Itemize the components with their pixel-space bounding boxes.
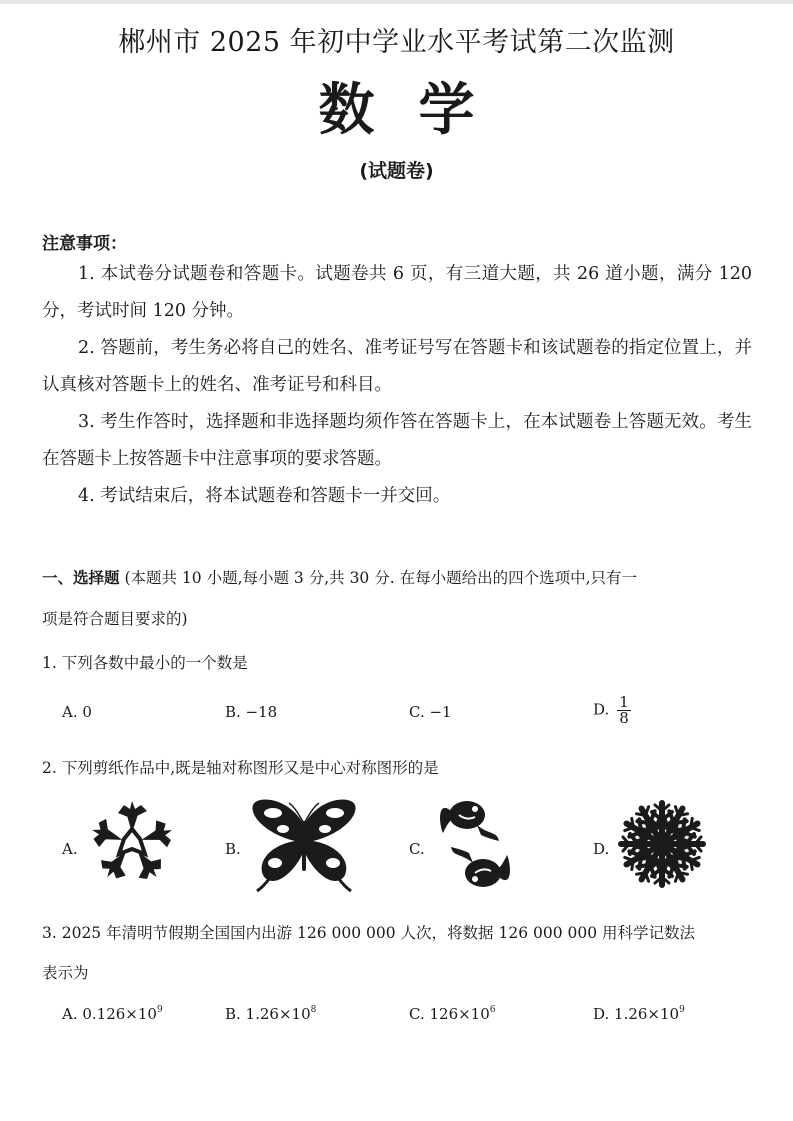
q3-option-a-exponent: 9 <box>156 1005 163 1015</box>
subject-title: 数学 <box>318 78 519 143</box>
q1-stem: 1. 下列各数中最小的一个数是 <box>42 654 248 672</box>
q3-option-b-exponent: 8 <box>310 1005 317 1015</box>
q1-option-d <box>593 695 631 726</box>
q1-option-a: A. 0 <box>62 703 92 721</box>
section-1-desc-cont: 项是符合题目要求的) <box>42 610 188 628</box>
paper-cut-snowflake-icon <box>617 799 707 889</box>
q3-option-c-exponent: 6 <box>489 1005 496 1015</box>
fraction <box>617 695 631 726</box>
top-edge <box>0 0 793 4</box>
q3-option-b-base: B. 1.26×10 <box>225 1005 311 1023</box>
q2-stem: 2. 下列剪纸作品中,既是轴对称图形又是中心对称图形的是 <box>42 759 439 777</box>
q2-option-d-label: D. <box>593 840 610 858</box>
q3-option-b <box>225 1005 316 1023</box>
q2-option-b <box>225 795 365 895</box>
q3-option-a-base: A. 0.126×10 <box>62 1005 157 1023</box>
q2-option-c <box>409 795 549 895</box>
notice-item-4: 4. 考试结束后，将本试题卷和答题卡一并交回。 <box>78 486 451 506</box>
q1-option-b: B. −18 <box>225 703 278 721</box>
paper-cut-goldfish-icon <box>437 795 513 893</box>
paper-type: (试题卷) <box>359 160 434 182</box>
notice-item-3: 3. 考生作答时，选择题和非选择题均须作答在答题卡上，在本试题卷上答题无效。考生在答题卡上按答题卡中注意事项的要求答题。 <box>42 412 752 469</box>
exam-title: 郴州市 2025 年初中学业水平考试第二次监测 <box>118 27 675 58</box>
q1-option-c: C. −1 <box>409 703 452 721</box>
q2-option-d <box>593 795 733 895</box>
paper-cut-pinwheel-icon <box>88 799 176 887</box>
q3-stem-cont: 表示为 <box>42 964 89 982</box>
q3-option-d-exponent: 9 <box>679 1005 685 1015</box>
q3-stem: 3. 2025 年清明节假期全国国内出游 126 000 000 人次，将数据 126 000 000 用科学记数法 <box>42 924 696 942</box>
q3-option-d-base: D. 1.26×10 <box>593 1005 680 1023</box>
q3-option-c <box>409 1005 496 1023</box>
paper-cut-butterfly-icon <box>249 795 359 893</box>
fraction-denominator: 8 <box>619 709 629 727</box>
q2-option-a <box>62 795 182 895</box>
notice-item-1: 1. 本试卷分试题卷和答题卡。试题卷共 6 页，有三道大题，共 26 道小题，满分 120 分，考试时间 120 分钟。 <box>42 264 752 321</box>
q3-option-c-base: C. 126×10 <box>409 1005 490 1023</box>
q2-option-b-label: B. <box>225 840 241 858</box>
notice-item-2: 2. 答题前，考生务必将自己的姓名、准考证号写在答题卡和该试题卷的指定位置上，并认真核对答题卡上的姓名、准考证号和科目。 <box>42 338 752 395</box>
q2-option-c-label: C. <box>409 840 425 858</box>
section-1-intro <box>42 560 754 597</box>
notice-heading: 注意事项： <box>42 234 127 254</box>
q2-options <box>62 795 752 895</box>
q1-option-d-label: D. <box>593 700 610 719</box>
q3-option-d <box>593 1005 685 1023</box>
fraction-numerator: 1 <box>619 693 629 711</box>
q3-option-a <box>62 1005 163 1023</box>
section-1-desc: (本题共 10 小题,每小题 3 分,共 30 分. 在每小题给出的四个选项中,只有一 <box>124 569 638 587</box>
q2-option-a-label: A. <box>62 840 78 858</box>
section-1-heading: 一、选择题 <box>42 569 120 587</box>
